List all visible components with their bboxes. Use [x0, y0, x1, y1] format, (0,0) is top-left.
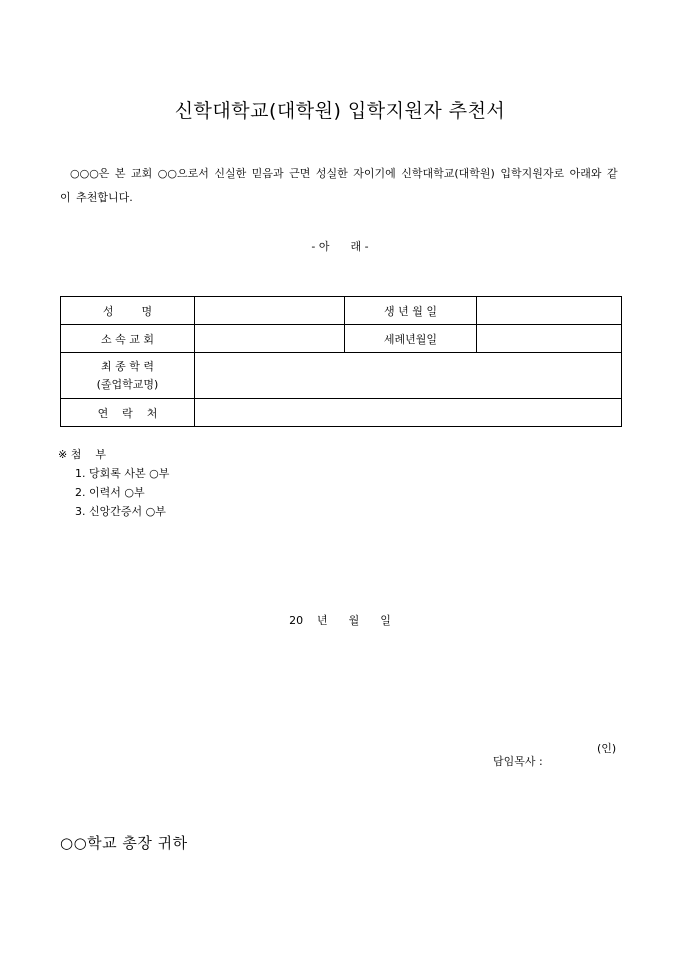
education-label-line2: (졸업학교명): [96, 377, 159, 391]
education-field[interactable]: [195, 353, 622, 399]
baptism-date-field[interactable]: [477, 325, 622, 353]
date-line: 20 년 월 일: [289, 614, 391, 627]
signature-label: 담임목사 :: [493, 755, 543, 768]
attachment-item: 1. 당회록 사본 ○부: [75, 467, 170, 480]
document-title: 신학대학교(대학원) 입학지원자 추천서: [174, 100, 506, 122]
contact-field[interactable]: [195, 399, 622, 427]
education-label-line1: 최 종 학 력: [101, 359, 154, 373]
education-label: [61, 353, 195, 399]
attachments-section: [58, 446, 169, 521]
intro-paragraph: ○○○은 본 교회 ○○으로서 신실한 믿음과 근면 성실한 자이기에 신학대학교(대학원) 입학지원자로 아래와 같이 추천합니다.: [60, 167, 618, 204]
birth-date-label: 생 년 월 일: [345, 297, 477, 325]
name-field[interactable]: [195, 297, 345, 325]
applicant-info-table: [60, 296, 622, 427]
attachment-item: 2. 이력서 ○부: [75, 486, 145, 499]
church-field[interactable]: [195, 325, 345, 353]
baptism-date-label: 세례년월일: [345, 325, 477, 353]
name-label: 성 명: [61, 297, 195, 325]
recipient-line: ○○학교 총장 귀하: [60, 834, 188, 852]
seal-mark: (인): [597, 742, 617, 755]
contact-label: 연 락 처: [61, 399, 195, 427]
birth-date-field[interactable]: [477, 297, 622, 325]
section-heading-arae: - 아 래 -: [311, 240, 369, 253]
attachments-heading: ※ 첨 부: [58, 448, 106, 461]
attachment-item: 3. 신앙간증서 ○부: [75, 505, 166, 518]
signature-line: [486, 740, 617, 782]
church-label: 소 속 교 회: [61, 325, 195, 353]
